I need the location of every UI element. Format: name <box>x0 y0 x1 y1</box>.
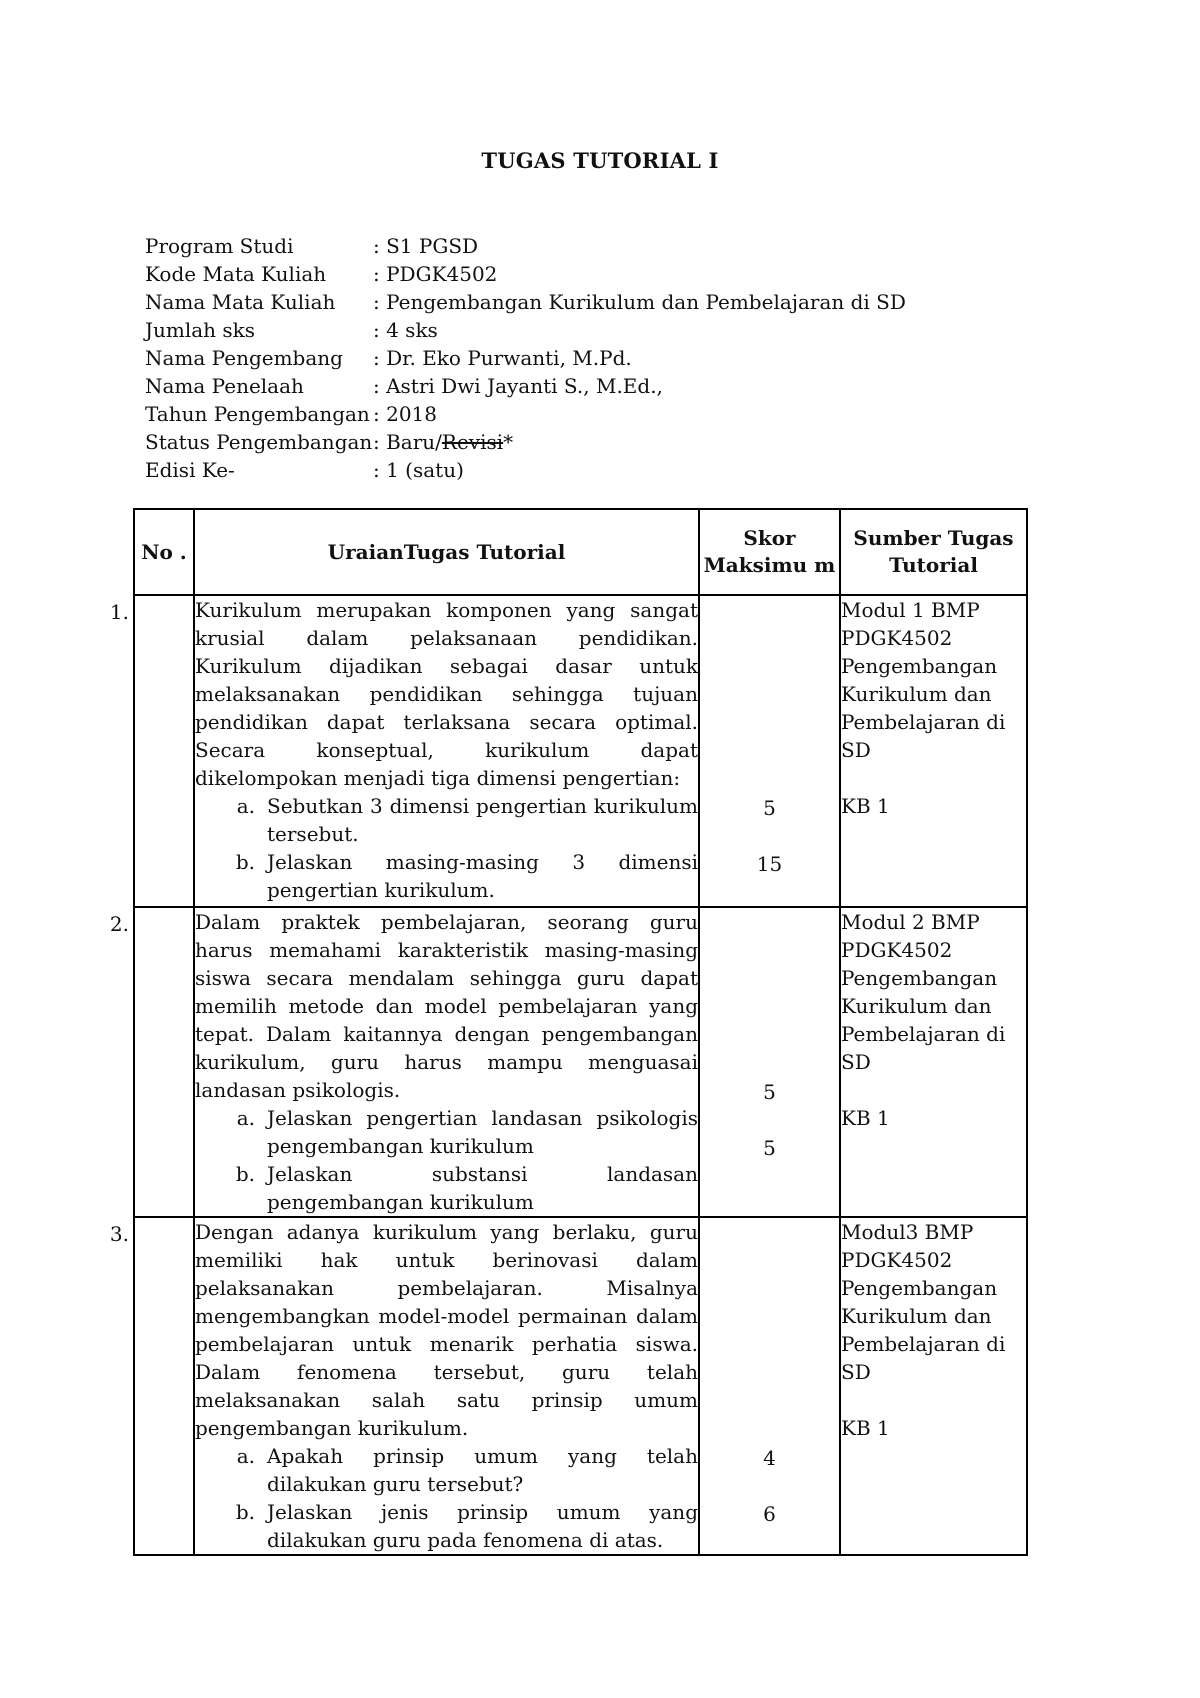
task-paragraph: Kurikulum merupakan komponen yang sangat krusial dalam pelaksanaan pendidikan. Kurikulum dijadikan sebagai dasar untuk melaksanakan pendidikan sehingga tujuan pendidikan dapat terlaksana secara optimal. Secara konseptual, kurikulum dapat dikelompokan menjadi tiga dimensi pengertian: <box>195 598 698 790</box>
table-header-row <box>134 509 1027 595</box>
score-value: 5 <box>763 796 776 820</box>
meta-value <box>373 428 513 456</box>
row-number-cell <box>109 907 194 1217</box>
meta-label: Nama Penelaah <box>145 374 304 398</box>
course-info <box>145 232 906 484</box>
meta-row-status-pengembangan <box>145 428 906 456</box>
table-row <box>134 907 1027 1217</box>
meta-label: Tahun Pengembangan <box>145 402 370 426</box>
status-struck: Revisi <box>441 430 504 454</box>
meta-value: : 2018 <box>373 402 437 426</box>
task-paragraph: Dalam praktek pembelajaran, seorang guru harus memahami karakteristik masing-masing siswa secara mendalam sehingga guru dapat memilih metode dan model pembelajaran yang tepat. Dalam kaitannya dengan pengembangan kurikulum, guru harus mampu menguasai landasan psikologis. <box>195 910 698 1102</box>
meta-value: : PDGK4502 <box>373 262 498 286</box>
item-letter: b. <box>235 1500 255 1524</box>
task-item <box>195 1498 698 1554</box>
meta-label: Status Pengembangan <box>145 430 373 454</box>
meta-label: Program Studi <box>145 234 294 258</box>
meta-label: Nama Mata Kuliah <box>145 290 336 314</box>
kb-label: KB 1 <box>841 1416 890 1440</box>
header-sumber: Sumber Tugas Tutorial <box>840 509 1027 595</box>
item-letter: b. <box>235 850 255 874</box>
row-number-cell <box>109 1217 194 1555</box>
score-cell <box>699 907 840 1217</box>
score-cell <box>699 1217 840 1555</box>
meta-value: : 1 (satu) <box>373 458 464 482</box>
source-cell <box>840 1217 1027 1555</box>
kb-label: KB 1 <box>841 1106 890 1130</box>
document-title: TUGAS TUTORIAL I <box>481 148 719 173</box>
row-number-cell <box>109 595 194 907</box>
row-number: 2. <box>109 912 129 936</box>
meta-row-nama-pengembang <box>145 344 906 372</box>
task-paragraph: Dengan adanya kurikulum yang berlaku, guru memiliki hak untuk berinovasi dalam pelaksanakan pembelajaran. Misalnya mengembangkan model-model permainan dalam pembelajaran untuk menarik perhatia siswa. Dalam fenomena tersebut, guru telah melaksanakan salah satu prinsip umum pengembangan kurikulum. <box>195 1220 698 1440</box>
meta-row-edisi <box>145 456 906 484</box>
source-cell <box>840 907 1027 1217</box>
meta-row-tahun-pengembangan <box>145 400 906 428</box>
item-letter: a. <box>236 1106 255 1130</box>
meta-row-program-studi <box>145 232 906 260</box>
meta-row-kode-mata-kuliah <box>145 260 906 288</box>
source-text: Modul 1 BMP PDGK4502 Pengembangan Kurikulum dan Pembelajaran di SD <box>841 598 1006 762</box>
meta-label: Edisi Ke- <box>145 458 235 482</box>
score-cell <box>699 595 840 907</box>
task-item <box>195 848 698 904</box>
meta-value: : Dr. Eko Purwanti, M.Pd. <box>373 346 632 370</box>
task-item <box>195 1104 698 1160</box>
item-letter: b. <box>235 1162 255 1186</box>
status-suffix: * <box>503 430 514 454</box>
meta-label: Nama Pengembang <box>145 346 343 370</box>
meta-value: : Pengembangan Kurikulum dan Pembelajaran di SD <box>373 290 906 314</box>
meta-row-nama-mata-kuliah <box>145 288 906 316</box>
item-text: Sebutkan 3 dimensi pengertian kurikulum tersebut. <box>267 794 698 846</box>
tasks-table <box>109 508 1028 1556</box>
header-no: No . <box>134 509 194 595</box>
meta-value: : S1 PGSD <box>373 234 479 258</box>
header-skor: Skor Maksimu m <box>699 509 840 595</box>
meta-value: : 4 sks <box>373 318 438 342</box>
score-value: 5 <box>763 1080 776 1104</box>
row-number: 3. <box>109 1222 129 1246</box>
score-value: 4 <box>763 1446 776 1470</box>
item-text: Jelaskan masing-masing 3 dimensi pengertian kurikulum. <box>267 850 698 902</box>
task-description <box>194 595 699 907</box>
source-cell <box>840 595 1027 907</box>
meta-row-nama-penelaah <box>145 372 906 400</box>
meta-label: Kode Mata Kuliah <box>145 262 327 286</box>
score-value: 15 <box>756 852 783 876</box>
table-row <box>134 595 1027 907</box>
source-text: Modul 2 BMP PDGK4502 Pengembangan Kurikulum dan Pembelajaran di SD <box>841 910 1006 1074</box>
meta-label: Jumlah sks <box>145 318 256 342</box>
source-text: Modul3 BMP PDGK4502 Pengembangan Kurikulum dan Pembelajaran di SD <box>841 1220 1006 1384</box>
meta-row-jumlah-sks <box>145 316 906 344</box>
task-item <box>195 1160 698 1216</box>
status-prefix: : Baru/ <box>373 430 442 454</box>
table-row <box>134 1217 1027 1555</box>
header-uraian: UraianTugas Tutorial <box>194 509 699 595</box>
score-value: 5 <box>763 1136 776 1160</box>
score-value: 6 <box>763 1502 776 1526</box>
task-item <box>195 792 698 848</box>
task-description <box>194 1217 699 1555</box>
item-text: Jelaskan jenis prinsip umum yang dilakukan guru pada fenomena di atas. <box>267 1500 698 1552</box>
task-item <box>195 1442 698 1498</box>
row-number: 1. <box>109 600 129 624</box>
kb-label: KB 1 <box>841 794 890 818</box>
item-text: Jelaskan pengertian landasan psikologis pengembangan kurikulum <box>267 1106 698 1158</box>
task-description <box>194 907 699 1217</box>
item-text: Apakah prinsip umum yang telah dilakukan guru tersebut? <box>267 1444 698 1496</box>
item-text: Jelaskan substansi landasan pengembangan kurikulum <box>267 1162 698 1214</box>
item-letter: a. <box>236 794 255 818</box>
meta-value: : Astri Dwi Jayanti S., M.Ed., <box>373 374 663 398</box>
item-letter: a. <box>236 1444 255 1468</box>
